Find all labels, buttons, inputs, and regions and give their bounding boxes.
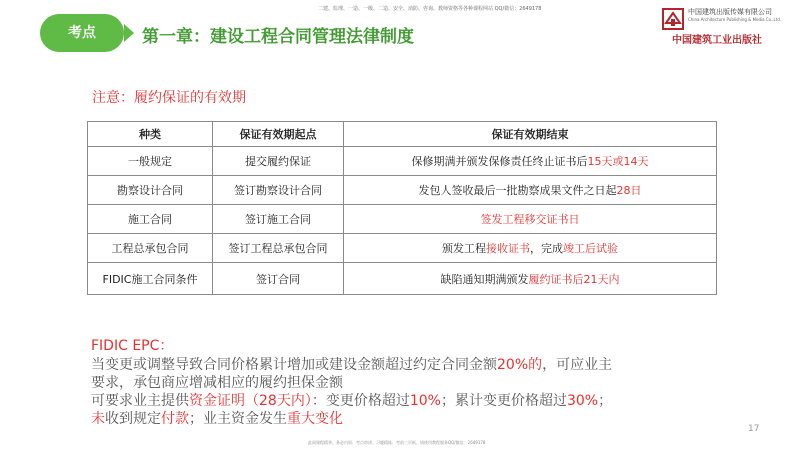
footer-note: 此网课程精华，务必内训、考点串讲、习题精练、考前三页纸、请使用教程服务QQ/微信：2649178 xyxy=(308,440,486,445)
epc-line xyxy=(91,354,612,374)
cell-start: 签订工程总承包合同 xyxy=(213,234,344,263)
table-row xyxy=(88,234,717,263)
end-highlight: 履约证书后21天内 xyxy=(528,272,620,286)
epc-highlight: 未 xyxy=(91,411,105,427)
cell-end xyxy=(344,205,717,234)
epc-text: ；业主资金发生 xyxy=(189,411,287,427)
epc-text: ； xyxy=(598,393,613,409)
topic-badge xyxy=(40,14,124,52)
epc-text: ，可应业主 xyxy=(542,357,613,373)
table-row xyxy=(88,205,717,234)
topic-arrow-icon xyxy=(124,24,134,42)
epc-text: 可要求业主提供 xyxy=(91,393,189,409)
end-highlight: 签发工程移交证书日 xyxy=(480,213,580,226)
epc-highlight: 重大变化 xyxy=(287,411,343,427)
end-highlight: 接收证书 xyxy=(486,242,530,255)
cell-end xyxy=(344,263,717,295)
end-text: 颁发工程 xyxy=(442,242,486,255)
table-row xyxy=(88,176,717,205)
cell-type: 勘察设计合同 xyxy=(88,176,213,205)
table-header-row xyxy=(88,122,717,147)
epc-line xyxy=(91,408,343,428)
publisher-name: 中国建筑出版传媒有限公司 xyxy=(688,8,772,16)
cell-start: 签订勘察设计合同 xyxy=(213,176,344,205)
cell-type: 施工合同 xyxy=(88,205,213,234)
end-text: 缺陷通知期满颁发 xyxy=(440,272,529,286)
validity-table xyxy=(87,121,717,295)
epc-title: FIDIC EPC： xyxy=(91,338,174,354)
cell-start: 签订施工合同 xyxy=(213,205,344,234)
epc-highlight: 20%的 xyxy=(497,357,543,373)
header-start: 保证有效期起点 xyxy=(213,122,344,147)
page-number: 17 xyxy=(748,424,760,434)
end-highlight: 15天或14天 xyxy=(587,155,649,168)
epc-text: 要求，承包商应增减相应的履约担保金额 xyxy=(91,375,343,391)
epc-line xyxy=(91,372,343,392)
epc-highlight: 资金证明（28天内） xyxy=(189,393,312,409)
epc-text: ：变更价格超过 xyxy=(311,393,410,409)
publisher-logo-icon xyxy=(662,8,684,30)
end-text: ，完成 xyxy=(530,242,563,255)
cell-end xyxy=(344,176,717,205)
publisher-calligraphy: 中国建筑工业出版社 xyxy=(672,35,762,46)
cell-end xyxy=(344,147,717,176)
cell-type: 一般规定 xyxy=(88,147,213,176)
cell-start: 提交履约保证 xyxy=(213,147,344,176)
topic-label: 考点 xyxy=(68,25,96,41)
cell-start: 签订合同 xyxy=(213,263,344,295)
publisher-english-name: China Architecture Publishing & Media Co.,Ltd. xyxy=(688,17,782,22)
end-highlight: 竣工后试验 xyxy=(563,242,618,255)
cell-type: FIDIC施工合同条件 xyxy=(88,263,213,295)
end-text: 发包人签收最后一批勘察成果文件之日起 xyxy=(418,184,617,197)
epc-text: 收到规定 xyxy=(105,411,161,427)
epc-highlight: 付款 xyxy=(161,411,189,427)
header-end: 保证有效期结束 xyxy=(344,122,717,147)
epc-line xyxy=(91,390,612,410)
epc-highlight: 30% xyxy=(566,393,599,409)
cell-type: 工程总承包合同 xyxy=(88,234,213,263)
cell-end xyxy=(344,234,717,263)
end-highlight: 28日 xyxy=(616,184,642,197)
epc-highlight: 10% xyxy=(409,393,441,409)
end-text: 保修期满并颁发保修责任终止证书后 xyxy=(411,155,588,168)
header-type: 种类 xyxy=(88,122,213,147)
table-row xyxy=(88,147,717,176)
table-row xyxy=(88,263,717,295)
top-note: 二建、监理、一造、一级、二造、安全、消防、咨询、教师资格等各种课程网站 QQ/微信：2649178 xyxy=(318,6,542,12)
note-heading: 注意：履约保证的有效期 xyxy=(92,90,246,106)
epc-text: ；累计变更价格超过 xyxy=(440,393,567,409)
epc-text: 当变更或调整导致合同价格累计增加或建设金额超过约定合同金额 xyxy=(91,357,497,373)
chapter-title: 第一章：建设工程合同管理法律制度 xyxy=(142,27,414,47)
